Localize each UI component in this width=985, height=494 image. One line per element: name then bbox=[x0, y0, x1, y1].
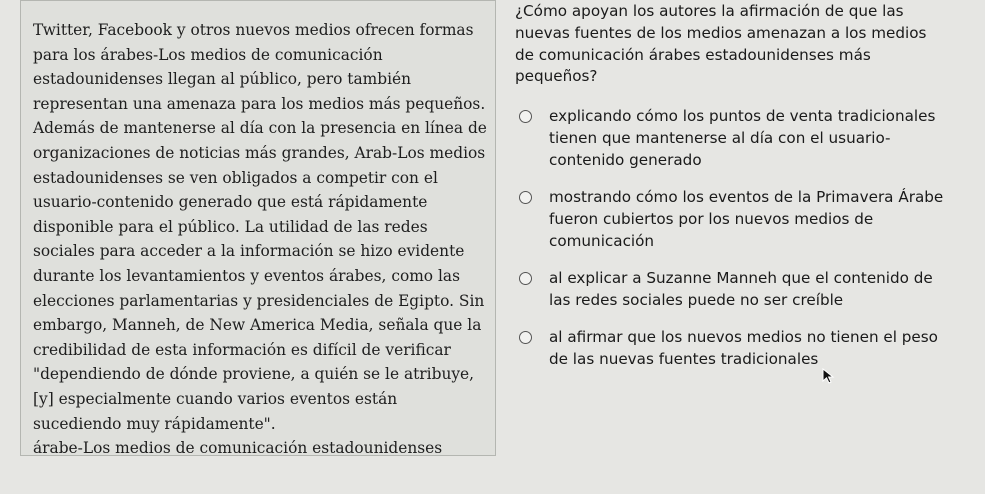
answer-option-c[interactable] bbox=[515, 268, 985, 334]
question-prompt: ¿Cómo apoyan los autores la afirmación de que las nuevas fuentes de los medios amenazan a los medios de comunicación árabes estadounidenses más pequeños? bbox=[515, 2, 927, 86]
radio-button-icon[interactable] bbox=[519, 331, 532, 344]
answer-option-d[interactable] bbox=[515, 327, 985, 393]
answer-option-b[interactable] bbox=[515, 187, 985, 253]
radio-button-icon[interactable] bbox=[519, 191, 532, 204]
mouse-cursor-icon bbox=[822, 368, 836, 384]
answer-option-a[interactable] bbox=[515, 106, 985, 172]
radio-button-icon[interactable] bbox=[519, 272, 532, 285]
answer-option-label: explicando cómo los puntos de venta tradicionales tienen que mantenerse al día con el usuario- contenido generado bbox=[549, 107, 936, 169]
answer-option-label: mostrando cómo los eventos de la Primavera Árabe fueron cubiertos por los nuevos medios de comunicación bbox=[549, 188, 944, 250]
answer-option-label: al afirmar que los nuevos medios no tienen el peso de las nuevas fuentes tradicionales bbox=[549, 328, 938, 368]
radio-button-icon[interactable] bbox=[519, 110, 532, 123]
answer-option-label: al explicar a Suzanne Manneh que el contenido de las redes sociales puede no ser creíble bbox=[549, 269, 933, 309]
passage-text: Twitter, Facebook y otros nuevos medios ofrecen formas para los árabes-Los medios de comunicación estadounidenses llegan al público, pero también representan una amenaza para los medios más pequeños. Además de mantenerse al día con la presencia en línea de organizaciones de noticias más grandes, Arab-Los medios estadounidenses se ven obligados a competir con el usuario-contenido generado que está rápidamente disponible para el público. La utilidad de las redes sociales para acceder a la información se hizo evidente durante los levantamientos y eventos árabes, como las elecciones parlamentarias y presidenciales de Egipto. Sin embargo, Manneh, de New America Media, señala que la credibilidad de esta información es difícil de verificar "dependiendo de dónde proviene, a quién se le atribuye, [y] especialmente cuando varios eventos están sucediendo muy rápidamente". árabe-Los medios de comunicación estadounidenses bbox=[33, 21, 487, 458]
